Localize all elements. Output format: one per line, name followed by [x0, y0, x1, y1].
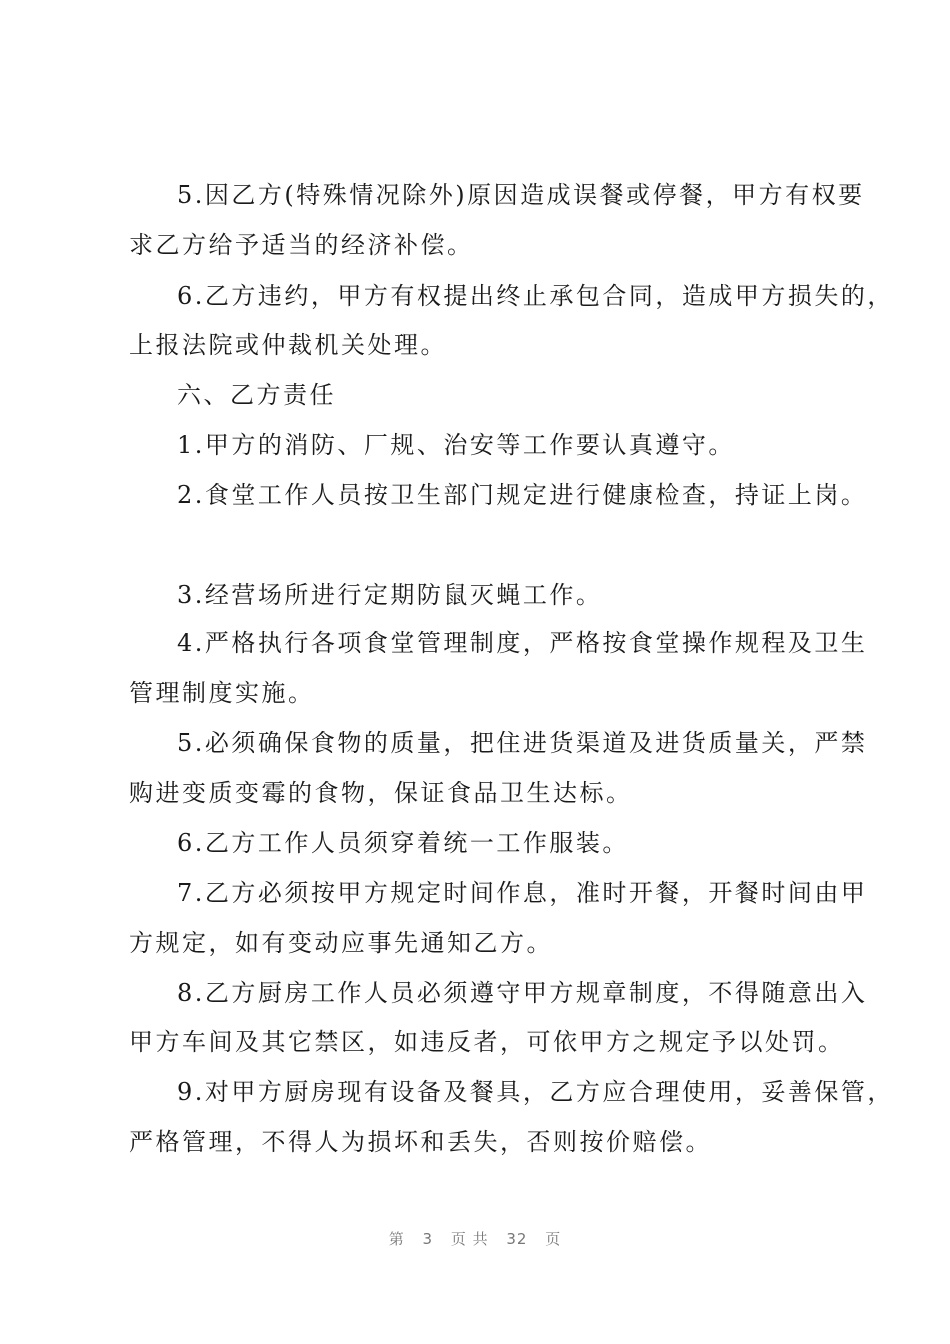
footer-page-number: 3 [422, 1230, 434, 1248]
paragraph-line: 管理制度实施。 [129, 679, 315, 707]
paragraph-line: 方规定，如有变动应事先通知乙方。 [129, 929, 553, 957]
paragraph-line: 甲方车间及其它禁区，如违反者，可依甲方之规定予以处罚。 [129, 1028, 845, 1056]
paragraph-line: 5.因乙方(特殊情况除外)原因造成误餐或停餐，甲方有权要 [177, 181, 865, 209]
paragraph-line: 6.乙方违约，甲方有权提出终止承包合同，造成甲方损失的， [177, 282, 894, 310]
paragraph-line: 5.必须确保食物的质量，把住进货渠道及进货质量关，严禁 [177, 729, 868, 757]
paragraph-line: 求乙方给予适当的经济补偿。 [129, 231, 474, 259]
page-footer [0, 1228, 950, 1249]
paragraph-line: 6.乙方工作人员须穿着统一工作服装。 [177, 829, 629, 857]
footer-suffix: 页 [545, 1230, 562, 1248]
section-heading: 六、乙方责任 [177, 381, 336, 409]
paragraph-line: 3.经营场所进行定期防鼠灭蝇工作。 [177, 581, 603, 609]
paragraph-line: 1.甲方的消防、厂规、治安等工作要认真遵守。 [177, 431, 735, 459]
paragraph-line: 购进变质变霉的食物，保证食品卫生达标。 [129, 779, 633, 807]
footer-total-pages: 32 [506, 1230, 528, 1248]
paragraph-line: 9.对甲方厨房现有设备及餐具，乙方应合理使用，妥善保管， [177, 1078, 894, 1106]
paragraph-line: 4.严格执行各项食堂管理制度，严格按食堂操作规程及卫生 [177, 629, 868, 657]
paragraph-line: 严格管理，不得人为损坏和丢失，否则按价赔偿。 [129, 1128, 712, 1156]
paragraph-line: 2.食堂工作人员按卫生部门规定进行健康检查，持证上岗。 [177, 481, 868, 509]
footer-prefix: 第 [388, 1230, 405, 1248]
footer-middle: 页 共 [450, 1230, 489, 1248]
paragraph-line: 7.乙方必须按甲方规定时间作息，准时开餐，开餐时间由甲 [177, 879, 868, 907]
paragraph-line: 上报法院或仲裁机关处理。 [129, 331, 447, 359]
paragraph-line: 8.乙方厨房工作人员必须遵守甲方规章制度，不得随意出入 [177, 979, 868, 1007]
